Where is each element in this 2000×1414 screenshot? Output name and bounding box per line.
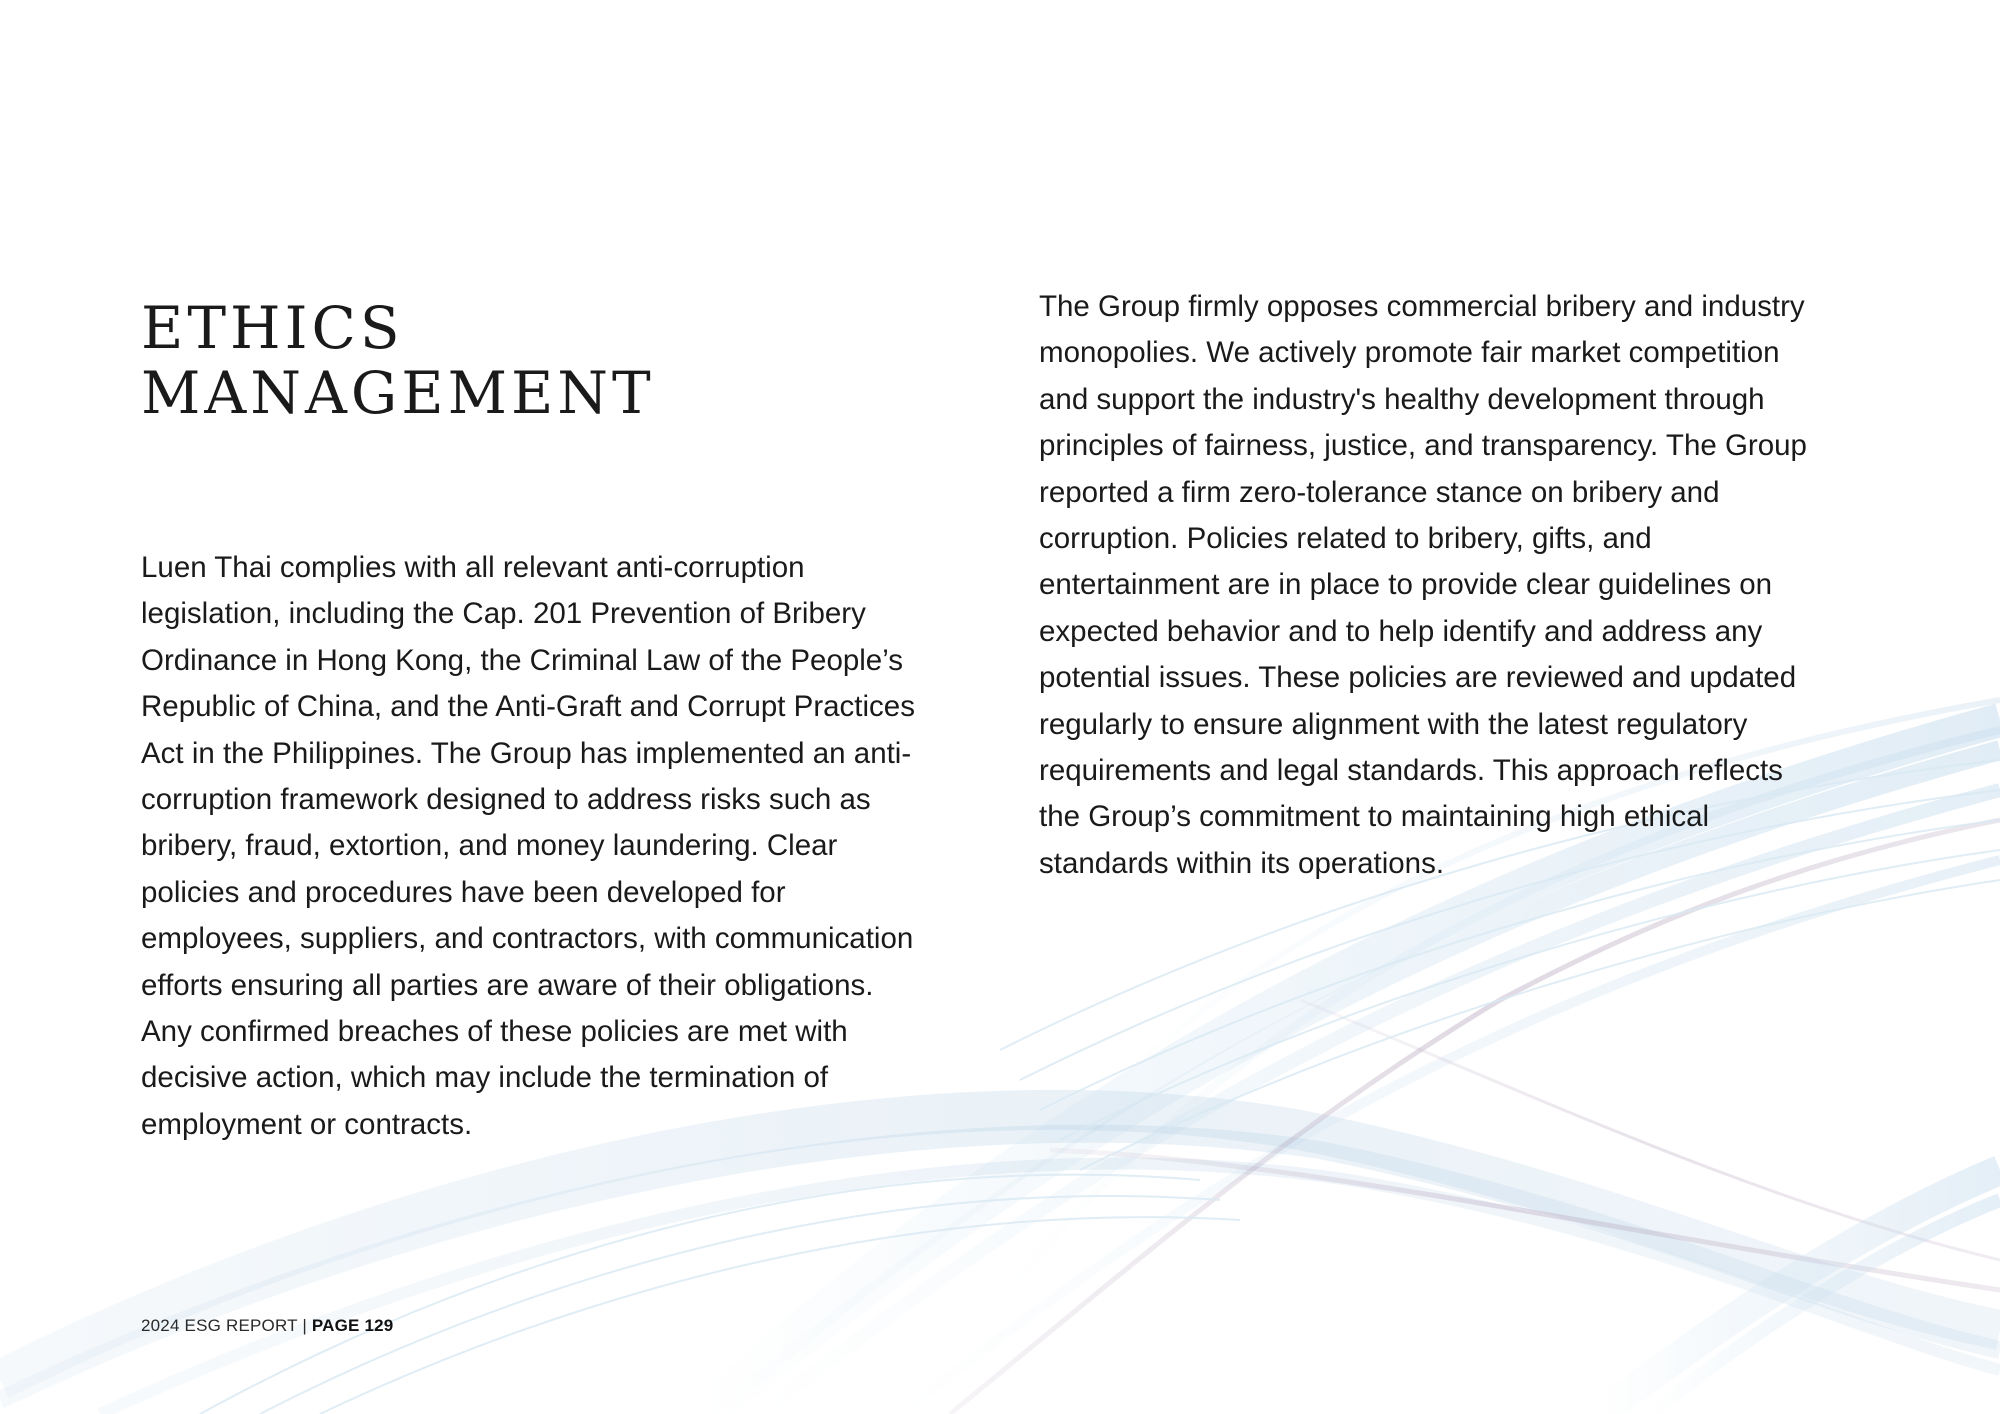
page-title <box>141 296 655 426</box>
left-column-paragraph: Luen Thai complies with all relevant anti-corruption legislation, including the Cap. 201 Prevention of Bribery Ordinance in Hong Kong, the Criminal Law of the People’s Republic of China, and the Anti-Graft and Corrupt Practices Act in the Philippines. The Group has implemented an anti-corruption framework designed to address risks such as bribery, fraud, extortion, and money laundering. Clear policies and procedures have been developed for employees, suppliers, and contractors, with communication efforts ensuring all parties are aware of their obligations. Any confirmed breaches of these policies are met with decisive action, which may include the termination of employment or contracts. <box>141 551 915 1141</box>
page-title-line-1: ETHICS <box>141 294 404 362</box>
footer-separator: | <box>297 1316 312 1335</box>
page-footer <box>141 1316 393 1336</box>
footer-page-number: PAGE 129 <box>311 1316 394 1335</box>
right-column-paragraph: The Group firmly opposes commercial bribery and industry monopolies. We actively promote fair market competition and support the industry's healthy development through principles of fairness, justice, and transparency. The Group reported a firm zero-tolerance stance on bribery and corruption. Policies related to bribery, gifts, and entertainment are in place to provide clear guidelines on expected behavior and to help identify and address any potential issues. These policies are reviewed and updated regularly to ensure alignment with the latest regulatory requirements and legal standards. This approach reflects the Group’s commitment to maintaining high ethical standards within its operations. <box>1039 290 1807 880</box>
footer-report-label: 2024 ESG REPORT <box>141 1316 298 1335</box>
page-title-line-2: MANAGEMENT <box>141 359 655 427</box>
